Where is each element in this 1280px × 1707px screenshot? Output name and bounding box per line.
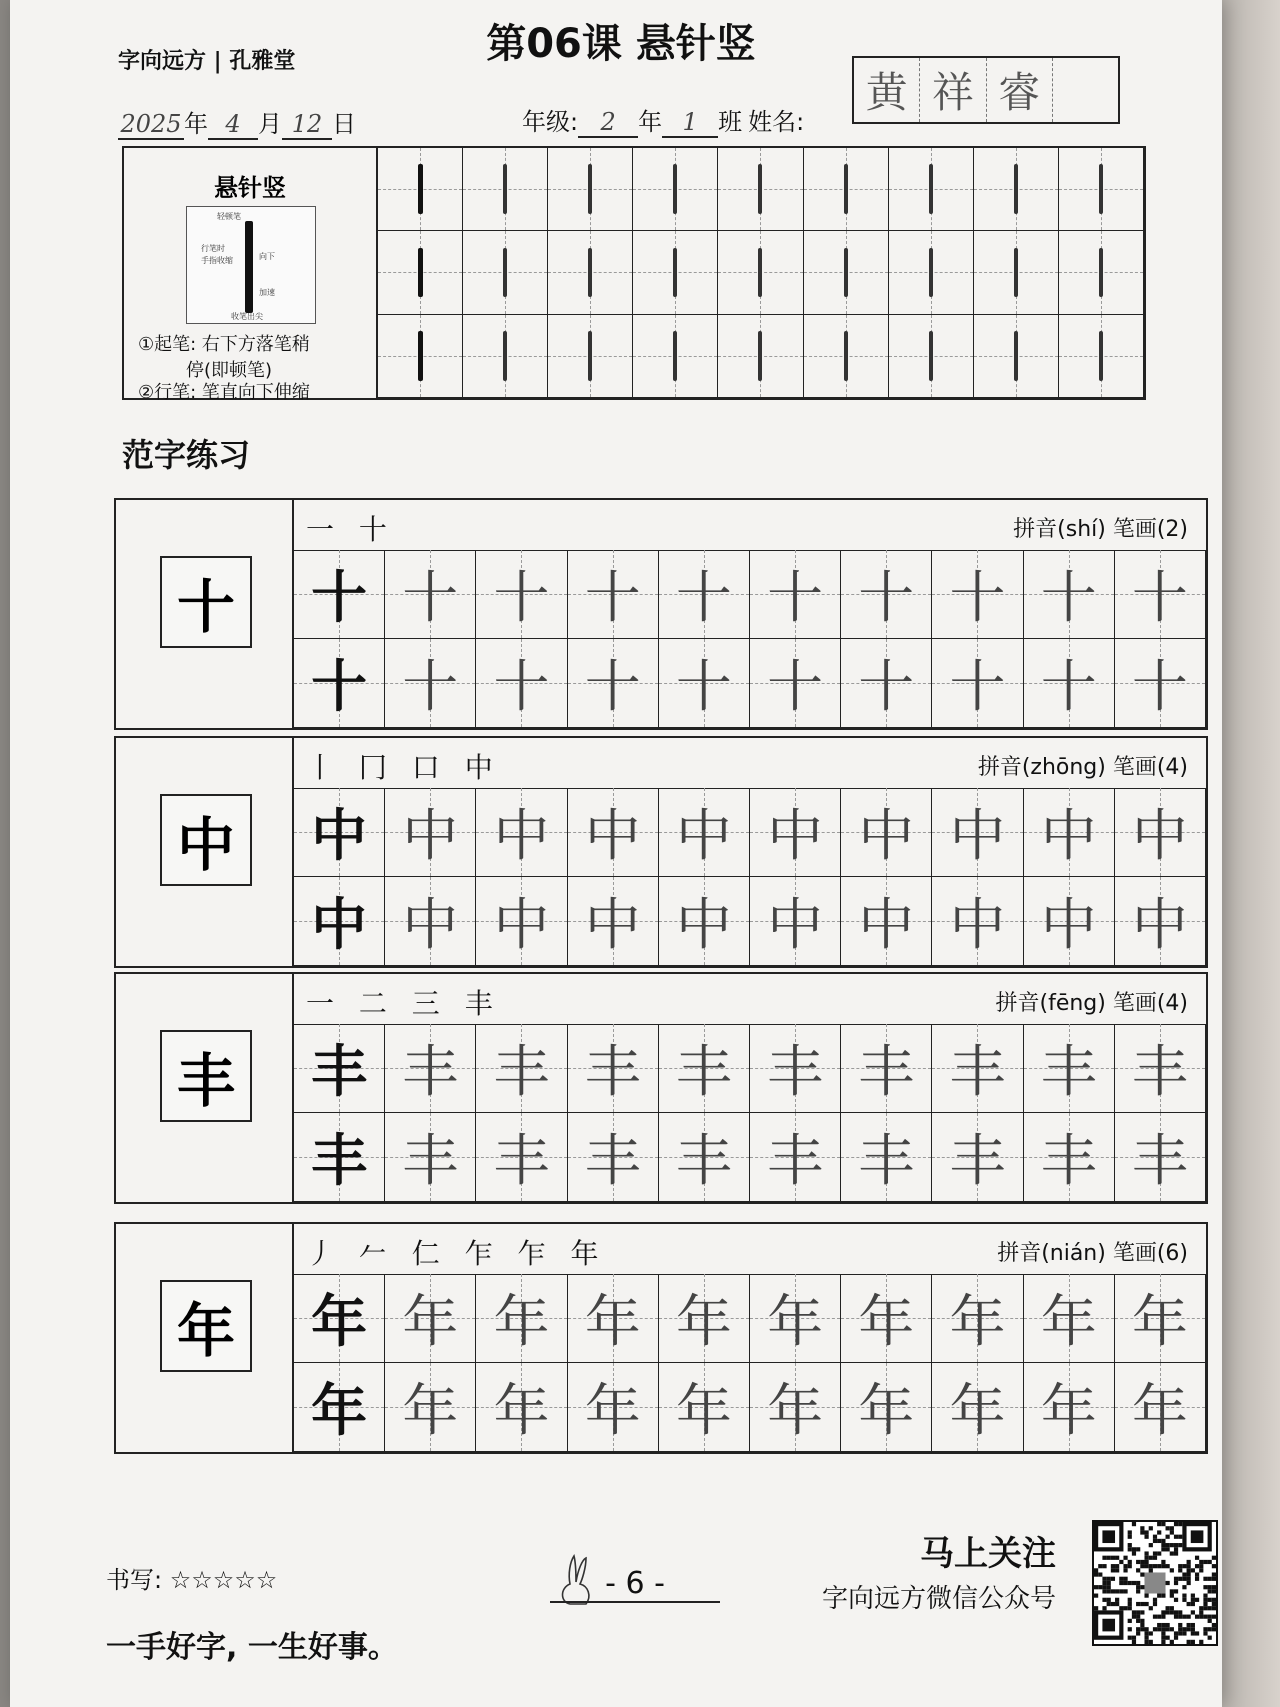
date-month: 4 [208, 110, 258, 140]
handwritten-character: 十 [675, 655, 732, 720]
handwritten-character: 中 [858, 893, 915, 958]
handwritten-character: 中 [1040, 804, 1097, 869]
handwritten-character: 年 [493, 1379, 550, 1444]
practice-cell [548, 148, 633, 231]
handwritten-character: 年 [675, 1290, 732, 1355]
handwritten-character: 十 [1131, 655, 1188, 720]
writing-cell[interactable] [1024, 1113, 1115, 1202]
practice-cell [974, 231, 1059, 314]
handwritten-character: 年 [949, 1379, 1006, 1444]
stroke-order: 丿 𠂉 仁 乍 乍 年 [306, 1237, 607, 1270]
vertical-stroke-mark [1099, 331, 1103, 380]
writing-cell[interactable] [932, 550, 1023, 639]
date-line [118, 104, 356, 140]
handwritten-character: 丰 [1040, 1040, 1097, 1105]
handwritten-character: 十 [402, 655, 459, 720]
handwritten-character: 丰 [858, 1040, 915, 1105]
handwritten-character: 中 [584, 804, 641, 869]
practice-cell [633, 315, 718, 398]
writing-cell[interactable] [385, 877, 476, 966]
writing-cell[interactable] [476, 550, 567, 639]
character-info [294, 738, 1206, 789]
writing-cell[interactable] [1024, 877, 1115, 966]
practice-cell [378, 148, 463, 231]
practice-cell [1059, 231, 1144, 314]
writing-cell[interactable] [568, 1113, 659, 1202]
writing-grid [294, 788, 1206, 966]
vertical-stroke-mark [588, 164, 592, 213]
printed-character: 十 [311, 655, 368, 720]
vertical-stroke-mark [1014, 248, 1018, 297]
handwritten-character: 十 [949, 566, 1006, 631]
handwritten-character: 十 [767, 566, 824, 631]
stroke-note: 停(即顿笔) [186, 360, 273, 381]
handwritten-character: 丰 [675, 1040, 732, 1105]
handwritten-character: 十 [949, 655, 1006, 720]
writing-cell[interactable] [476, 788, 567, 877]
writing-cell[interactable] [932, 1024, 1023, 1113]
date-year: 2025 [118, 110, 184, 140]
pinyin-strokes: 拼音(zhōng) 笔画(4) [977, 755, 1188, 780]
handwritten-character: 十 [858, 566, 915, 631]
vertical-stroke-mark [758, 248, 762, 297]
writing-cell[interactable] [841, 1113, 932, 1202]
handwritten-character: 年 [1131, 1290, 1188, 1355]
grade-suffix: 年 [638, 108, 663, 136]
writing-cell[interactable] [1024, 1024, 1115, 1113]
handwritten-character: 丰 [493, 1040, 550, 1105]
writing-cell[interactable] [294, 550, 385, 639]
diagram-tag: 轻顿笔 [217, 212, 241, 221]
writing-grid [294, 1024, 1206, 1202]
date-month-suffix: 月 [258, 110, 282, 138]
practice-cell [804, 231, 889, 314]
practice-cell [378, 231, 463, 314]
handwritten-character: 十 [1040, 655, 1097, 720]
writing-cell[interactable] [750, 788, 841, 877]
stroke-intro-info [124, 148, 378, 403]
writing-cell[interactable] [294, 1363, 385, 1452]
handwritten-character: 中 [493, 893, 550, 958]
practice-cell [804, 148, 889, 231]
writing-cell[interactable] [841, 1363, 932, 1452]
character-block [114, 1222, 1208, 1454]
brand-logo: 字向远方 | 孔雅堂 [118, 48, 296, 74]
writing-cell[interactable] [385, 1024, 476, 1113]
writing-cell[interactable] [750, 1024, 841, 1113]
writing-cell[interactable] [1024, 639, 1115, 728]
practice-cell [1059, 315, 1144, 398]
handwritten-character: 中 [402, 893, 459, 958]
character-info [294, 974, 1206, 1025]
writing-cell[interactable] [1115, 1274, 1206, 1363]
model-panel [116, 1224, 294, 1452]
section-title: 范字练习 [122, 436, 251, 474]
stroke-diagram-image [186, 206, 316, 324]
writing-cell[interactable] [568, 1363, 659, 1452]
writing-cell[interactable] [841, 639, 932, 728]
pinyin-strokes: 拼音(nián) 笔画(6) [997, 1241, 1188, 1266]
handwritten-character: 丰 [402, 1129, 459, 1194]
writing-cell[interactable] [1115, 639, 1206, 728]
handwritten-character: 年 [584, 1290, 641, 1355]
practice-cell [1059, 148, 1144, 231]
handwritten-character: 十 [767, 655, 824, 720]
handwritten-character: 年 [858, 1290, 915, 1355]
writing-cell[interactable] [294, 1274, 385, 1363]
date-day-suffix: 日 [332, 110, 356, 138]
name-char-box [1053, 58, 1118, 122]
character-info [294, 500, 1206, 551]
writing-cell[interactable] [568, 1024, 659, 1113]
character-block [114, 736, 1208, 968]
writing-cell[interactable] [568, 788, 659, 877]
writing-cell[interactable] [1115, 1113, 1206, 1202]
stroke-order: 丨 冂 口 中 [306, 751, 501, 784]
vertical-stroke-mark [844, 331, 848, 380]
practice-cell [889, 148, 974, 231]
writing-cell[interactable] [1024, 788, 1115, 877]
writing-cell[interactable] [841, 1024, 932, 1113]
writing-cell[interactable] [750, 550, 841, 639]
pinyin-strokes: 拼音(fēng) 笔画(4) [995, 991, 1188, 1016]
printed-character: 年 [311, 1290, 368, 1355]
practice-cell [718, 315, 803, 398]
vertical-stroke-mark [758, 164, 762, 213]
vertical-stroke-mark [503, 248, 507, 297]
handwritten-character: 年 [493, 1290, 550, 1355]
writing-cell[interactable] [1115, 877, 1206, 966]
handwritten-character: 十 [584, 566, 641, 631]
practice-cell [548, 231, 633, 314]
class-value: 1 [662, 108, 718, 138]
handwritten-character: 中 [402, 804, 459, 869]
grade-line [522, 102, 804, 138]
practice-cell [633, 148, 718, 231]
handwritten-character: 十 [584, 655, 641, 720]
vertical-stroke-mark [673, 164, 677, 213]
writing-cell[interactable] [294, 788, 385, 877]
writing-cell[interactable] [750, 1274, 841, 1363]
background-surface [1222, 0, 1280, 1707]
writing-cell[interactable] [1024, 1274, 1115, 1363]
character-info [294, 1224, 1206, 1275]
character-block [114, 972, 1208, 1204]
character-block [114, 498, 1208, 730]
name-char-box: 睿 [987, 58, 1053, 122]
writing-cell[interactable] [476, 1363, 567, 1452]
diagram-tag: 收笔出尖 [231, 312, 263, 321]
vertical-stroke-mark [503, 164, 507, 213]
writing-cell[interactable] [568, 1274, 659, 1363]
printed-character: 中 [311, 893, 368, 958]
stroke-note: ①起笔: 右下方落笔稍 [138, 334, 310, 355]
handwritten-character: 年 [1040, 1290, 1097, 1355]
writing-cell[interactable] [568, 550, 659, 639]
writing-cell[interactable] [932, 877, 1023, 966]
diagram-tag: 行笔时 [201, 244, 225, 253]
handwritten-character: 年 [402, 1290, 459, 1355]
model-panel [116, 738, 294, 966]
writing-cell[interactable] [1024, 550, 1115, 639]
writing-cell[interactable] [476, 1113, 567, 1202]
stroke-intro-panel [122, 146, 1146, 403]
vertical-stroke-mark [588, 331, 592, 380]
handwritten-character: 中 [584, 893, 641, 958]
writing-cell[interactable] [659, 1363, 750, 1452]
handwritten-character: 中 [1131, 804, 1188, 869]
follow-title: 马上关注 [920, 1534, 1056, 1574]
grade-value: 2 [578, 108, 638, 138]
writing-cell[interactable] [294, 877, 385, 966]
handwritten-character: 年 [1040, 1379, 1097, 1444]
writing-cell[interactable] [659, 788, 750, 877]
handwritten-character: 丰 [949, 1129, 1006, 1194]
vertical-stroke-mark [418, 331, 423, 380]
date-year-suffix: 年 [184, 110, 208, 138]
motto-text: 一手好字, 一生好事。 [106, 1630, 398, 1665]
stroke-name: 悬针竖 [214, 174, 286, 202]
writing-cell[interactable] [385, 639, 476, 728]
model-panel [116, 500, 294, 728]
handwritten-character: 丰 [767, 1040, 824, 1105]
name-char-box: 黄 [854, 58, 920, 122]
worksheet-page [10, 0, 1222, 1707]
writing-cell[interactable] [659, 550, 750, 639]
date-day: 12 [282, 110, 332, 140]
vertical-stroke-mark [1099, 248, 1103, 297]
handwritten-character: 中 [949, 804, 1006, 869]
handwritten-character: 丰 [949, 1040, 1006, 1105]
vertical-stroke-icon [245, 221, 253, 313]
writing-cell[interactable] [1115, 1024, 1206, 1113]
handwritten-character: 丰 [858, 1129, 915, 1194]
model-character: 中 [160, 794, 252, 886]
writing-cell[interactable] [294, 1113, 385, 1202]
handwritten-character: 中 [767, 804, 824, 869]
score-rating: 书写: ☆☆☆☆☆ [106, 1566, 278, 1594]
handwritten-character: 十 [1131, 566, 1188, 631]
model-character: 丰 [160, 1030, 252, 1122]
vertical-stroke-mark [588, 248, 592, 297]
writing-cell[interactable] [932, 788, 1023, 877]
handwritten-character: 中 [858, 804, 915, 869]
handwritten-character: 十 [493, 566, 550, 631]
handwritten-character: 中 [1040, 893, 1097, 958]
writing-cell[interactable] [1115, 788, 1206, 877]
vertical-stroke-mark [418, 164, 423, 213]
writing-cell[interactable] [659, 877, 750, 966]
practice-cell [378, 315, 463, 398]
handwritten-character: 中 [1131, 893, 1188, 958]
writing-cell[interactable] [476, 639, 567, 728]
vertical-stroke-mark [418, 248, 423, 297]
writing-cell[interactable] [385, 1274, 476, 1363]
writing-grid [294, 550, 1206, 728]
class-suffix: 班 [718, 108, 743, 136]
vertical-stroke-mark [929, 248, 933, 297]
writing-cell[interactable] [294, 1024, 385, 1113]
writing-cell[interactable] [659, 1024, 750, 1113]
model-character: 年 [160, 1280, 252, 1372]
handwritten-character: 年 [584, 1379, 641, 1444]
writing-cell[interactable] [476, 877, 567, 966]
writing-cell[interactable] [385, 1363, 476, 1452]
handwritten-character: 年 [402, 1379, 459, 1444]
name-label: 姓名: [748, 108, 805, 136]
writing-cell[interactable] [568, 877, 659, 966]
printed-character: 丰 [311, 1129, 368, 1194]
writing-cell[interactable] [1024, 1363, 1115, 1452]
vertical-stroke-mark [844, 248, 848, 297]
model-panel [116, 974, 294, 1202]
writing-cell[interactable] [659, 1113, 750, 1202]
practice-cell [463, 231, 548, 314]
practice-cell [718, 148, 803, 231]
handwritten-character: 丰 [402, 1040, 459, 1105]
writing-cell[interactable] [841, 550, 932, 639]
vertical-stroke-mark [1014, 331, 1018, 380]
handwritten-character: 年 [949, 1290, 1006, 1355]
handwritten-character: 丰 [584, 1129, 641, 1194]
handwritten-character: 年 [767, 1290, 824, 1355]
handwritten-character: 中 [767, 893, 824, 958]
writing-cell[interactable] [841, 788, 932, 877]
handwritten-character: 丰 [584, 1040, 641, 1105]
writing-cell[interactable] [932, 1274, 1023, 1363]
writing-cell[interactable] [568, 639, 659, 728]
practice-cell [804, 315, 889, 398]
grade-label: 年级: [522, 108, 579, 136]
handwritten-character: 年 [1131, 1379, 1188, 1444]
writing-cell[interactable] [932, 1113, 1023, 1202]
diagram-tag: 加速 [259, 288, 275, 297]
handwritten-character: 十 [675, 566, 732, 631]
handwritten-character: 年 [858, 1379, 915, 1444]
vertical-stroke-mark [758, 331, 762, 380]
vertical-stroke-mark [503, 331, 507, 380]
practice-cell [974, 148, 1059, 231]
follow-subtitle: 字向远方微信公众号 [822, 1584, 1057, 1614]
practice-cell [889, 315, 974, 398]
practice-cell [718, 231, 803, 314]
stroke-order: 一 十 [306, 513, 395, 546]
printed-character: 中 [311, 804, 368, 869]
practice-cell [463, 148, 548, 231]
vertical-stroke-mark [1014, 164, 1018, 213]
handwritten-character: 丰 [1131, 1040, 1188, 1105]
writing-cell[interactable] [1115, 550, 1206, 639]
stroke-order: 一 二 三 丰 [306, 987, 501, 1020]
handwritten-character: 中 [675, 804, 732, 869]
stroke-practice-grid [378, 148, 1144, 398]
writing-cell[interactable] [385, 550, 476, 639]
writing-cell[interactable] [659, 1274, 750, 1363]
handwritten-character: 中 [949, 893, 1006, 958]
vertical-stroke-mark [1099, 164, 1103, 213]
vertical-stroke-mark [929, 331, 933, 380]
diagram-tag: 向下 [259, 252, 275, 261]
handwritten-character: 中 [675, 893, 732, 958]
vertical-stroke-mark [673, 248, 677, 297]
writing-cell[interactable] [385, 788, 476, 877]
writing-cell[interactable] [750, 639, 841, 728]
writing-cell[interactable] [750, 1363, 841, 1452]
stroke-note: ②行笔: 笔直向下伸缩 [138, 382, 310, 403]
handwritten-character: 丰 [1040, 1129, 1097, 1194]
handwritten-character: 丰 [767, 1129, 824, 1194]
qr-code-icon[interactable] [1092, 1520, 1218, 1646]
writing-cell[interactable] [932, 639, 1023, 728]
vertical-stroke-mark [929, 164, 933, 213]
model-character: 十 [160, 556, 252, 648]
pinyin-strokes: 拼音(shí) 笔画(2) [1013, 517, 1188, 542]
printed-character: 十 [311, 566, 368, 631]
writing-cell[interactable] [476, 1024, 567, 1113]
name-field [852, 56, 1120, 124]
practice-cell [889, 231, 974, 314]
writing-cell[interactable] [841, 877, 932, 966]
printed-character: 丰 [311, 1040, 368, 1105]
writing-cell[interactable] [1115, 1363, 1206, 1452]
practice-cell [548, 315, 633, 398]
practice-cell [463, 315, 548, 398]
handwritten-character: 丰 [493, 1129, 550, 1194]
handwritten-character: 丰 [1131, 1129, 1188, 1194]
writing-cell[interactable] [385, 1113, 476, 1202]
writing-cell[interactable] [294, 639, 385, 728]
page-title: 第06课 悬针竖 [486, 21, 756, 67]
practice-cell [974, 315, 1059, 398]
handwritten-character: 年 [675, 1379, 732, 1444]
writing-cell[interactable] [750, 1113, 841, 1202]
name-char-box: 祥 [920, 58, 986, 122]
printed-character: 年 [311, 1379, 368, 1444]
vertical-stroke-mark [844, 164, 848, 213]
writing-cell[interactable] [476, 1274, 567, 1363]
handwritten-character: 中 [493, 804, 550, 869]
handwritten-character: 丰 [675, 1129, 732, 1194]
writing-cell[interactable] [750, 877, 841, 966]
practice-cell [633, 231, 718, 314]
writing-cell[interactable] [841, 1274, 932, 1363]
writing-cell[interactable] [932, 1363, 1023, 1452]
writing-grid [294, 1274, 1206, 1452]
vertical-stroke-mark [673, 331, 677, 380]
handwritten-character: 十 [1040, 566, 1097, 631]
diagram-tag: 手指收缩 [201, 256, 233, 265]
page-number: - 6 - [550, 1566, 720, 1603]
handwritten-character: 十 [493, 655, 550, 720]
handwritten-character: 年 [767, 1379, 824, 1444]
writing-cell[interactable] [659, 639, 750, 728]
handwritten-character: 十 [402, 566, 459, 631]
handwritten-character: 十 [858, 655, 915, 720]
